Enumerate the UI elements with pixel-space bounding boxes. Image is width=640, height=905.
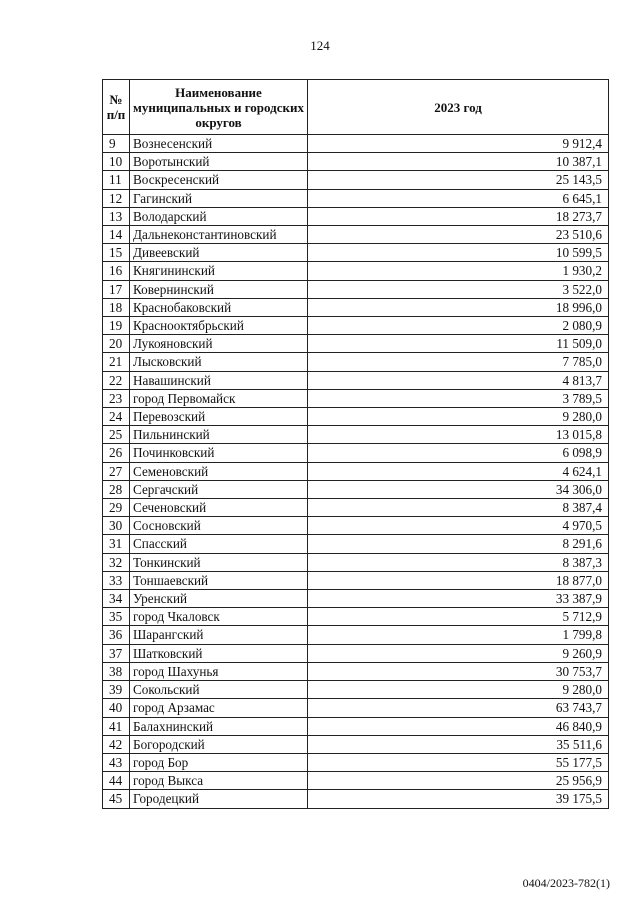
table-row	[103, 517, 609, 535]
document-code: 0404/2023-782(1)	[522, 876, 610, 890]
row-number: 44	[103, 772, 130, 790]
row-district-name: Сергачский	[130, 480, 308, 498]
row-number: 32	[103, 553, 130, 571]
table-row	[103, 262, 609, 280]
row-number: 15	[103, 244, 130, 262]
row-value-2023: 1 930,2	[308, 262, 609, 280]
table-row	[103, 171, 609, 189]
row-number: 14	[103, 226, 130, 244]
row-value-2023: 25 143,5	[308, 171, 609, 189]
row-district-name: Пильнинский	[130, 426, 308, 444]
row-value-2023: 35 511,6	[308, 735, 609, 753]
table-row	[103, 335, 609, 353]
row-number: 17	[103, 280, 130, 298]
row-district-name: город Чкаловск	[130, 608, 308, 626]
table-row	[103, 480, 609, 498]
row-district-name: Городецкий	[130, 790, 308, 808]
table-row	[103, 662, 609, 680]
table-row	[103, 790, 609, 808]
row-district-name: Краснооктябрьский	[130, 317, 308, 335]
row-number: 19	[103, 317, 130, 335]
table-row	[103, 153, 609, 171]
row-district-name: Воскресенский	[130, 171, 308, 189]
table-row	[103, 535, 609, 553]
row-value-2023: 18 996,0	[308, 298, 609, 316]
row-number: 45	[103, 790, 130, 808]
header-num: № п/п	[103, 80, 130, 135]
row-value-2023: 9 260,9	[308, 644, 609, 662]
row-district-name: город Шахунья	[130, 662, 308, 680]
row-district-name: Уренский	[130, 590, 308, 608]
table-row	[103, 426, 609, 444]
row-district-name: Спасский	[130, 535, 308, 553]
table-row	[103, 462, 609, 480]
row-value-2023: 4 813,7	[308, 371, 609, 389]
row-district-name: Сокольский	[130, 681, 308, 699]
row-number: 27	[103, 462, 130, 480]
table-row	[103, 499, 609, 517]
row-number: 43	[103, 753, 130, 771]
row-value-2023: 5 712,9	[308, 608, 609, 626]
table-row	[103, 317, 609, 335]
row-value-2023: 9 280,0	[308, 681, 609, 699]
row-number: 31	[103, 535, 130, 553]
row-number: 25	[103, 426, 130, 444]
row-number: 9	[103, 135, 130, 153]
row-district-name: Сеченовский	[130, 499, 308, 517]
row-district-name: Вознесенский	[130, 135, 308, 153]
row-value-2023: 63 743,7	[308, 699, 609, 717]
row-number: 16	[103, 262, 130, 280]
row-district-name: Богородский	[130, 735, 308, 753]
row-value-2023: 4 970,5	[308, 517, 609, 535]
row-value-2023: 39 175,5	[308, 790, 609, 808]
row-number: 26	[103, 444, 130, 462]
table-row	[103, 226, 609, 244]
row-district-name: Краснобаковский	[130, 298, 308, 316]
row-number: 28	[103, 480, 130, 498]
row-number: 10	[103, 153, 130, 171]
table-row	[103, 772, 609, 790]
row-district-name: город Бор	[130, 753, 308, 771]
row-value-2023: 33 387,9	[308, 590, 609, 608]
row-value-2023: 13 015,8	[308, 426, 609, 444]
table-body	[103, 135, 609, 809]
row-number: 21	[103, 353, 130, 371]
row-district-name: Княгининский	[130, 262, 308, 280]
row-value-2023: 3 522,0	[308, 280, 609, 298]
row-number: 33	[103, 571, 130, 589]
row-district-name: Сосновский	[130, 517, 308, 535]
row-district-name: Дивеевский	[130, 244, 308, 262]
row-number: 11	[103, 171, 130, 189]
row-district-name: Балахнинский	[130, 717, 308, 735]
table-row	[103, 644, 609, 662]
table-row	[103, 353, 609, 371]
table-row	[103, 244, 609, 262]
row-district-name: Перевозский	[130, 408, 308, 426]
row-district-name: Семеновский	[130, 462, 308, 480]
table-row	[103, 699, 609, 717]
table-row	[103, 553, 609, 571]
table-row	[103, 608, 609, 626]
row-district-name: Починковский	[130, 444, 308, 462]
table-row	[103, 189, 609, 207]
table-row	[103, 408, 609, 426]
row-value-2023: 4 624,1	[308, 462, 609, 480]
page-number: 124	[310, 38, 330, 53]
table-row	[103, 735, 609, 753]
row-value-2023: 10 599,5	[308, 244, 609, 262]
row-value-2023: 10 387,1	[308, 153, 609, 171]
row-value-2023: 34 306,0	[308, 480, 609, 498]
row-number: 39	[103, 681, 130, 699]
row-value-2023: 3 789,5	[308, 389, 609, 407]
table-row	[103, 371, 609, 389]
table-row	[103, 135, 609, 153]
table-row	[103, 280, 609, 298]
row-number: 18	[103, 298, 130, 316]
row-district-name: Шарангский	[130, 626, 308, 644]
row-value-2023: 8 387,4	[308, 499, 609, 517]
row-district-name: Воротынский	[130, 153, 308, 171]
row-district-name: Дальнеконстантиновский	[130, 226, 308, 244]
row-district-name: Лукояновский	[130, 335, 308, 353]
row-number: 34	[103, 590, 130, 608]
row-district-name: Гагинский	[130, 189, 308, 207]
row-value-2023: 8 291,6	[308, 535, 609, 553]
row-value-2023: 2 080,9	[308, 317, 609, 335]
row-district-name: Володарский	[130, 207, 308, 225]
row-number: 22	[103, 371, 130, 389]
table-row	[103, 681, 609, 699]
budget-table	[102, 79, 609, 809]
row-value-2023: 6 645,1	[308, 189, 609, 207]
row-district-name: Лысковский	[130, 353, 308, 371]
row-district-name: город Арзамас	[130, 699, 308, 717]
table-row	[103, 571, 609, 589]
row-district-name: город Выкса	[130, 772, 308, 790]
header-name: Наименование муниципальных и городских округов	[130, 80, 308, 135]
header-year: 2023 год	[308, 80, 609, 135]
row-number: 42	[103, 735, 130, 753]
row-number: 40	[103, 699, 130, 717]
row-value-2023: 30 753,7	[308, 662, 609, 680]
row-value-2023: 18 273,7	[308, 207, 609, 225]
table-row	[103, 753, 609, 771]
row-district-name: Ковернинский	[130, 280, 308, 298]
table-header-row	[103, 80, 609, 135]
row-number: 38	[103, 662, 130, 680]
table-row	[103, 626, 609, 644]
row-value-2023: 7 785,0	[308, 353, 609, 371]
row-number: 29	[103, 499, 130, 517]
row-number: 30	[103, 517, 130, 535]
row-district-name: Тонкинский	[130, 553, 308, 571]
row-number: 35	[103, 608, 130, 626]
table-row	[103, 389, 609, 407]
row-number: 37	[103, 644, 130, 662]
row-value-2023: 11 509,0	[308, 335, 609, 353]
row-value-2023: 23 510,6	[308, 226, 609, 244]
row-district-name: Тоншаевский	[130, 571, 308, 589]
row-district-name: город Первомайск	[130, 389, 308, 407]
table-row	[103, 590, 609, 608]
row-value-2023: 8 387,3	[308, 553, 609, 571]
row-number: 36	[103, 626, 130, 644]
row-number: 23	[103, 389, 130, 407]
row-number: 12	[103, 189, 130, 207]
row-value-2023: 46 840,9	[308, 717, 609, 735]
table-row	[103, 298, 609, 316]
table-row	[103, 717, 609, 735]
row-value-2023: 9 280,0	[308, 408, 609, 426]
row-value-2023: 25 956,9	[308, 772, 609, 790]
row-number: 13	[103, 207, 130, 225]
row-value-2023: 9 912,4	[308, 135, 609, 153]
table-row	[103, 444, 609, 462]
row-value-2023: 1 799,8	[308, 626, 609, 644]
table-row	[103, 207, 609, 225]
row-district-name: Шатковский	[130, 644, 308, 662]
row-value-2023: 55 177,5	[308, 753, 609, 771]
row-number: 20	[103, 335, 130, 353]
row-number: 24	[103, 408, 130, 426]
row-district-name: Навашинский	[130, 371, 308, 389]
row-number: 41	[103, 717, 130, 735]
row-value-2023: 6 098,9	[308, 444, 609, 462]
row-value-2023: 18 877,0	[308, 571, 609, 589]
